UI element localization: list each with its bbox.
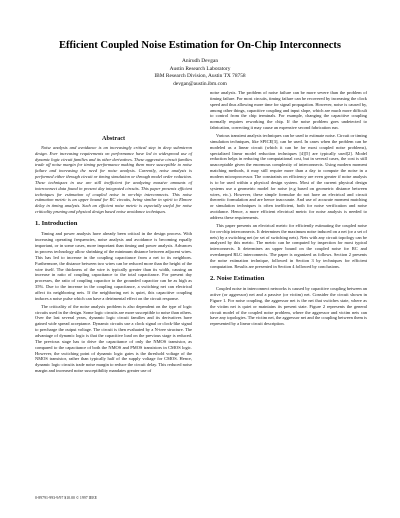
- introduction-paragraph-3: noise analysis. The problem of noise failure can be more severe than the problem of timing failure. For most circuits, timing failure can be recovered by increasing the clock speed and thus allowing more time for signal propagation. However, noise is caused by, among other things, capacitive coupling and input slope, which are much more difficult to control from the chip terminals. For example, changing the capacitive coupling normally requires reworking the chip. If the noise problem goes undetected to fabrication, correcting it may cause an expensive second fabrication run.: [210, 90, 367, 131]
- paper-title: Efficient Coupled Noise Estimation for On-Chip Interconnects: [58, 40, 342, 51]
- right-column: [210, 90, 367, 329]
- abstract-heading: Abstract: [101, 135, 126, 142]
- abstract-text: Noise analysis and avoidance is an increasingly critical step in deep submicron design. Ever increasing requirements on performance have led to widespread use of dynamic logic circuit families and its other derivatives. These aggressive circuit families trade off noise margin for timing performance making them more susceptible to noise failure and increasing the need for noise analysis. Currently, noise analysis is performed either through circuit or timing simulation or through model order reduction. These techniques in use are still inefficient for analyzing massive amounts of interconnect data found in present day integrated circuits. This paper presents efficient techniques for estimation of coupled noise in on-chip interconnects. This noise estimation metric is an upper bound for RC circuits, being similar in spirit to Elmore delay in timing analysis. Such an efficient noise metric is especially useful for noise criticality pruning and physical design based noise avoidance techniques.: [35, 144, 193, 215]
- author-name: Anirudh Devgan: [181, 58, 219, 64]
- noise-estimation-heading: 2. Noise Estimation: [210, 274, 265, 282]
- author-block: [0, 58, 400, 88]
- introduction-paragraph-4: Various transient analysis techniques can be used to estimate noise. Circuit or timing simulation techniques, like SPICE[3], can be used. In cases when the problem can be modeled as a linear circuit (which it can be for most coupled noise problems), specialized linear model reduction techniques [4][5] are typically used[2]. Model reduction helps in reducing the computational cost, but in several cases, the cost is still unacceptable given the enormous complexity of interconnects. Using modern moment matching methods, it may still require more than a day to compute the noise in a modern microprocessor. The constraints on efficiency are even greater if noise analysis is to be used within a physical design system. Most of the current physical design systems use a geometric model for noise (e.g based on geometric distance between wires, etc.). However, these simple formulae do not have an electrical and circuit theoretic formulation and are hence inaccurate. And use of accurate moment matching or simulation techniques is often inefficient, both for noise verification and noise avoidance. Hence, a more efficient electrical metric for noise analysis is needed to address these requirements.: [210, 133, 367, 220]
- copyright-footer: 0-89791-993-9/97 $10.00 © 1997 IEEE: [35, 496, 98, 500]
- introduction-paragraph-5: This paper presents an electrical metric for efficiently estimating the coupled noise for on-chip interconnects. It determines the maximum noise induced on a net (or a set of nets) by a switching net (or set of switching nets). Nets with any circuit topology can be analyzed by this metric. The metric can be computed by inspection for most typical interconnects. It determines an upper bound on the coupled noise for RC and overdamped RLC interconnects. The paper is organized as follows. Section 2 presents the noise estimation technique, followed in Section 3 by techniques for efficient computation. Results are presented in Section 4 followed by conclusions.: [210, 222, 367, 269]
- introduction-paragraph-2: The criticality of the noise analysis problem is also dependent on the type of logic circuits used in the design. Some logic circuits are more susceptible to noise than others. Over the last several years, dynamic logic circuit families and its derivatives have gained wide spread acceptance. Dynamic circuits use a clock signal or clock-like signal to precharge the output voltage. The circuit is then evaluated by a N-tree structure. The advantage of dynamic logic is that the capacitive load on the previous stage is reduced. The previous stage has to drive the capacitance of only the NMOS transistor, as compared to the capacitance of both the NMOS and PMOS transistors in CMOS logic. However, the switching point of dynamic logic gates is the threshold voltage of the NMOS transistor, rather than typically half of the supply voltage for CMOS. Hence, dynamic logic circuits trade noise margin to reduce the circuit delay. This reduced noise margin and increased noise susceptibility mandates greater use of: [35, 303, 193, 374]
- left-column: [35, 90, 192, 376]
- introduction-paragraph-1: Timing and power analysis have already been critical in the design process. With increasing operating frequencies, noise analysis and avoidance is becoming equally important, or in some cases, more important than timing and power analysis. Advances in process technology allow shrinking of the minimum distance between adjacent wires. This has led to increase in the coupling capacitance from a net to its neighbors. Furthermore, the distance between two wires can be reduced more than the height of the wire itself. The thickness of the wire is typically greater than its width, causing an increase in ratio of coupling capacitance to the total capacitance. For present day processes, the ratio of coupling capacitor to the grounded capacitor can be as high as 35%. Due to the increase in the coupling capacitance, a switching net can electrical affect its neighboring nets. If the neighboring net is quiet, this capacitive coupling induces a noise pulse which can have a detrimental effect on the circuit response.: [35, 231, 192, 301]
- author-affiliation-division: IBM Research Division, Austin TX 78758: [154, 73, 246, 80]
- author-affiliation-lab: Austin Research Laboratory: [169, 65, 231, 72]
- author-email: devgan@austin.ibm.com: [173, 80, 227, 87]
- introduction-heading: 1. Introduction: [35, 219, 78, 227]
- noise-estimation-paragraph-1: Coupled noise in interconnect networks is caused by capacitive coupling between an active (or aggressor) net and a passive (or victim) net. Consider the circuit shown in Figure 1. For noise coupling, the aggressor net is the net that switches state, where as the victim net is quiet or maintains its present state. Figure 2 represents the general circuit model of the coupled noise problem, where the aggressor and victim nets can have any topologies. The victim net, the aggressor net and the coupling between them is represented by a linear circuit description.: [210, 286, 367, 327]
